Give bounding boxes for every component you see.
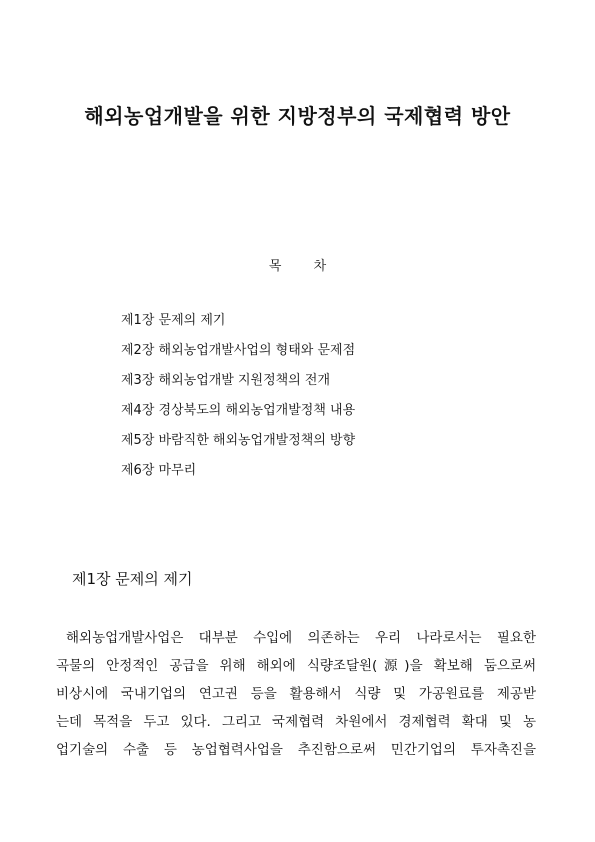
toc-item: 제3장 해외농업개발 지원정책의 전개 (121, 373, 331, 388)
toc-item: 제4장 경상북도의 해외농업개발정책 내용 (121, 403, 356, 418)
toc-item: 제1장 문제의 제기 (121, 313, 226, 328)
table-of-contents (121, 306, 355, 486)
body-line: 해외농업개발사업은 대부분 수입에 의존하는 우리 나라로서는 필요한 (66, 630, 536, 646)
toc-item: 제2장 해외농업개발사업의 형태와 문제점 (121, 343, 356, 358)
document-title: 해외농업개발을 위한 지방정부의 국제협력 방안 (84, 104, 511, 128)
body-line: 업기술의 수출 등 농업협력사업을 추진함으로써 민간기업의 투자촉진을 (56, 742, 536, 758)
body-line: 는데 목적을 두고 있다. 그리고 국제협력 차원에서 경제협력 확대 및 농 (56, 714, 536, 730)
body-paragraph (56, 624, 536, 764)
toc-item: 제6장 마무리 (121, 463, 197, 478)
body-line: 곡물의 안정적인 공급을 위해 해외에 식량조달원(源)을 확보해 둠으로써 (56, 658, 536, 674)
toc-heading: 목 차 (268, 259, 327, 274)
body-line: 비상시에 국내기업의 연고권 등을 활용해서 식량 및 가공원료를 제공받 (56, 686, 536, 702)
toc-item: 제5장 바람직한 해외농업개발정책의 방향 (121, 433, 356, 448)
section-heading: 제1장 문제의 제기 (72, 570, 193, 588)
